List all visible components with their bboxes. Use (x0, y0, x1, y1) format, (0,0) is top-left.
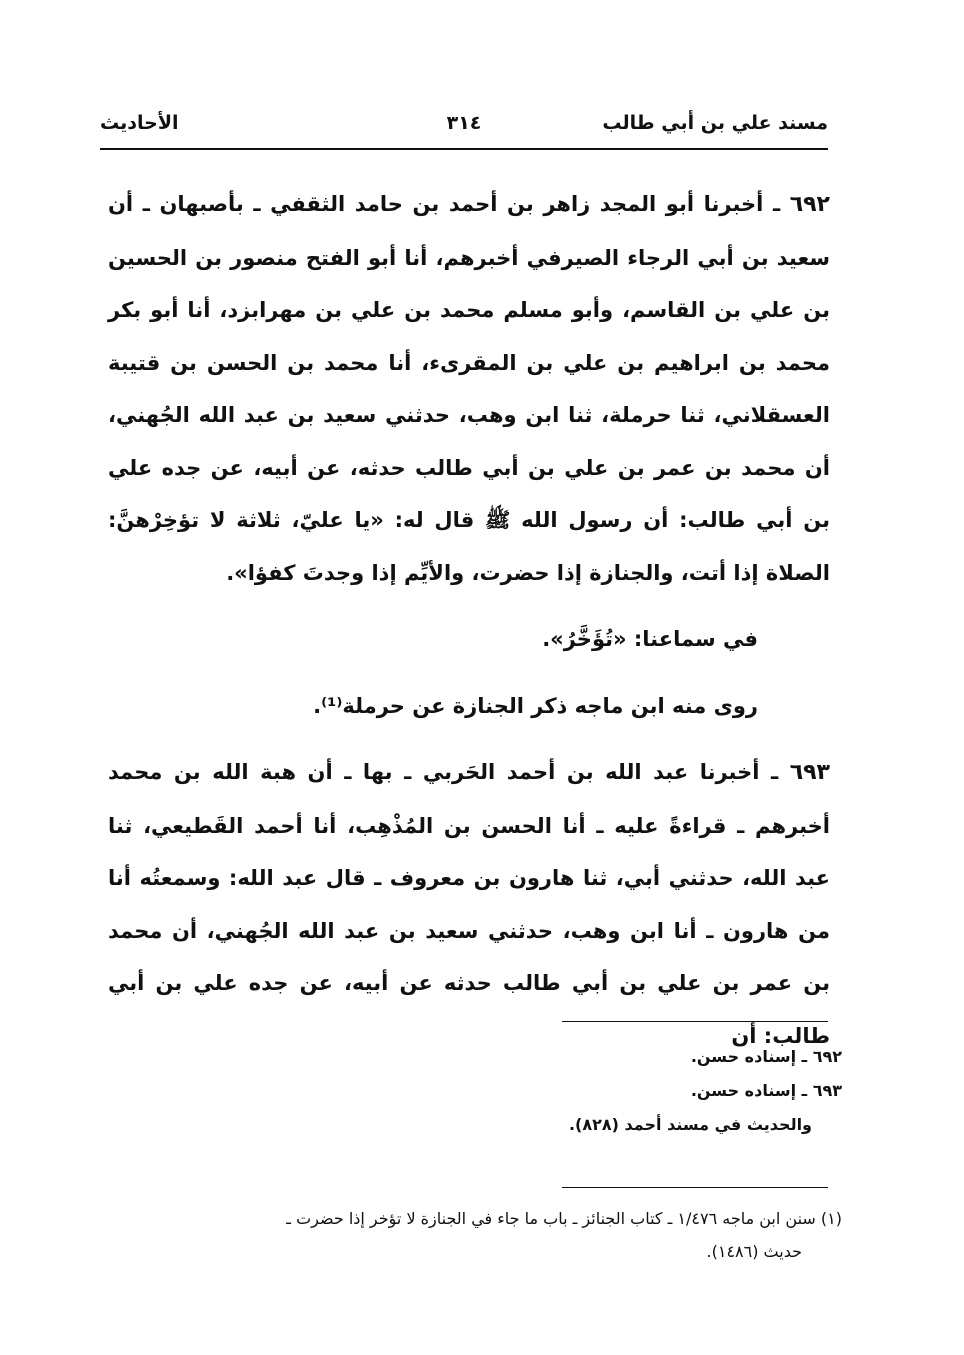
spacer (108, 666, 830, 680)
hadith-number: ٦٩٢ (789, 192, 830, 217)
note-paragraph: روى منه ابن ماجه ذكر الجنازة عن حرملة⁽¹⁾. (313, 693, 758, 718)
section-title: الأحاديث (100, 112, 179, 134)
hadith-number: ٦٩٣ (789, 760, 830, 785)
page-number: ٣١٤ (446, 112, 482, 134)
footnote-item: حديث (١٤٨٦). (706, 1242, 802, 1261)
editor-notes (202, 1040, 842, 1142)
note-paragraph: في سماعنا: «تُؤَخَّرُ». (542, 627, 758, 651)
spacer (108, 599, 830, 613)
hadith-692 (108, 178, 830, 599)
hadith-text: ـ أخبرنا أبو المجد زاهر بن أحمد بن حامد الثقفي ـ بأصبهان ـ أن سعيد بن أبي الرجاء الصيرفي أخبرهم، أنا أبو الفتح منصور بن الحسين بن علي بن القاسم، وأبو مسلم محمد بن علي بن مهرابزد، أنا أبو بكر محمد بن ابراهيم بن علي بن المقرىء، أنا محمد بن الحسن بن قتيبة العسقلاني، ثنا حرملة، ثنا ابن وهب، حدثني سعيد بن عبد الله الجُهني، أن محمد بن عمر بن علي بن أبي طالب حدثه، عن أبيه، عن جده علي بن أبي طالب: أن رسول الله ﷺ قال له: «يا عليّ، ثلاثة لا تؤخِرْهنَّ: الصلاة إذا أتت، والجنازة إذا حضرت، والأيِّم إذا وجدتَ كفؤا». (108, 192, 830, 585)
footnote-item: (١) سنن ابن ماجه ١/٤٧٦ ـ كتاب الجنائز ـ باب ما جاء في الجنازة لا تؤخر إذا حضرت ـ (286, 1209, 842, 1228)
note-item: ٦٩٣ ـ إسناده حسن. (690, 1081, 842, 1100)
header-divider (100, 148, 828, 150)
notes-divider (562, 1021, 828, 1022)
page-header (100, 112, 828, 152)
hadith-693 (108, 746, 830, 1062)
note-item: ٦٩٢ ـ إسناده حسن. (690, 1047, 842, 1066)
hadith-text: ـ أخبرنا عبد الله بن أحمد الحَربي ـ بها ـ أن هبة الله بن محمد أخبرهم ـ قراءةً عليه ـ أنا الحسن بن المُذْهِب، أنا أحمد القَطيعي، ثنا عبد الله، حدثني أبي، ثنا هارون بن معروف ـ قال عبد الله: وسمعتُه أنا من هارون ـ أنا ابن وهب، حدثني سعيد بن عبد الله الجُهني، أن محمد بن عمر بن علي بن أبي طالب حدثه عن أبيه، عن جده علي بن أبي طالب: أن (108, 760, 830, 1048)
footnotes (122, 1202, 842, 1268)
footnotes-divider (562, 1187, 828, 1188)
main-text (108, 178, 830, 1062)
book-title: مسند علي بن أبي طالب (602, 112, 828, 134)
spacer (108, 732, 830, 746)
note-item: والحديث في مسند أحمد (٨٢٨). (568, 1115, 812, 1134)
